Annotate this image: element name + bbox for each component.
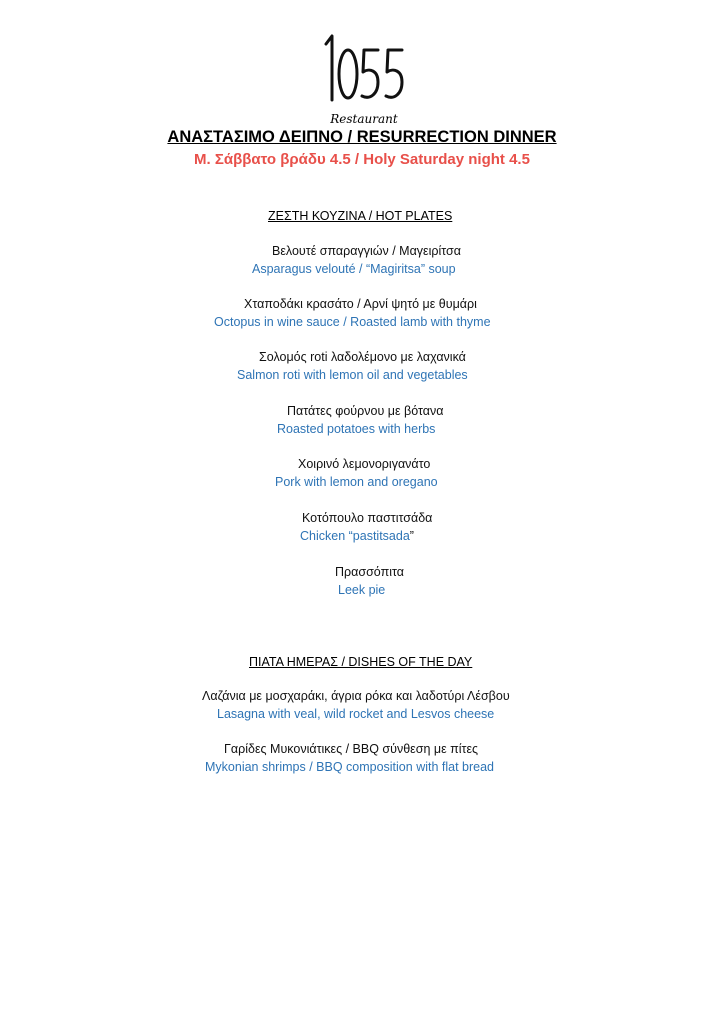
menu-item-english: Mykonian shrimps / BBQ composition with flat bread [205,760,495,774]
menu-item-greek: Γαρίδες Μυκονιάτικες / BBQ σύνθεση με πίτες [224,742,479,756]
menu-item-greek: Βελουτέ σπαραγγιών / Μαγειρίτσα [272,244,462,258]
logo-subtitle: Restaurant [330,112,398,126]
menu-item-english: Roasted potatoes with herbs [277,422,436,436]
menu-item-greek: Πρασσόπιτα [335,565,404,579]
menu-item-greek: Πατάτες φούρνου με βότανα [287,404,444,418]
menu-item-english: Salmon roti with lemon oil and vegetables [237,368,468,382]
section-heading-hot-plates: ΖΕΣΤΗ ΚΟΥΖΙΝΑ / HOT PLATES [268,209,453,223]
menu-item-greek: Χταποδάκι κρασάτο / Αρνί ψητό με θυμάρι [244,297,477,311]
menu-item-greek: Χοιρινό λεμονοριγανάτο [298,457,431,471]
page-title: ΑΝΑΣΤΑΣΙΜΟ ΔΕΙΠΝΟ / RESURRECTION DINNER [167,128,557,146]
menu-item-greek: Κοτόπουλο παστιτσάδα [302,511,433,525]
menu-item-english [300,529,414,543]
menu-item-english: Asparagus velouté / “Magiritsa” soup [252,262,456,276]
menu-item-greek: Λαζάνια με μοσχαράκι, άγρια ρόκα και λαδοτύρι Λέσβου [202,689,510,703]
closing-quote: ” [409,529,414,543]
section-heading-dishes-of-the-day: ΠΙΑΤΑ ΗΜΕΡΑΣ / DISHES OF THE DAY [249,655,473,669]
menu-item-english: Leek pie [338,583,386,597]
menu-item-greek: Σολομός roti λαδολέμονο με λαχανικά [259,350,466,364]
restaurant-logo [322,30,406,128]
menu-item-english: Lasagna with veal, wild rocket and Lesvos cheese [217,707,495,721]
logo-mark-icon [322,30,406,114]
page-subtitle: Μ. Σάββατο βράδυ 4.5 / Holy Saturday night 4.5 [194,151,530,168]
menu-item-english: Octopus in wine sauce / Roasted lamb with thyme [214,315,491,329]
menu-item-english: Pork with lemon and oregano [275,475,438,489]
menu-item-english-text: Chicken “pastitsada [300,529,410,543]
